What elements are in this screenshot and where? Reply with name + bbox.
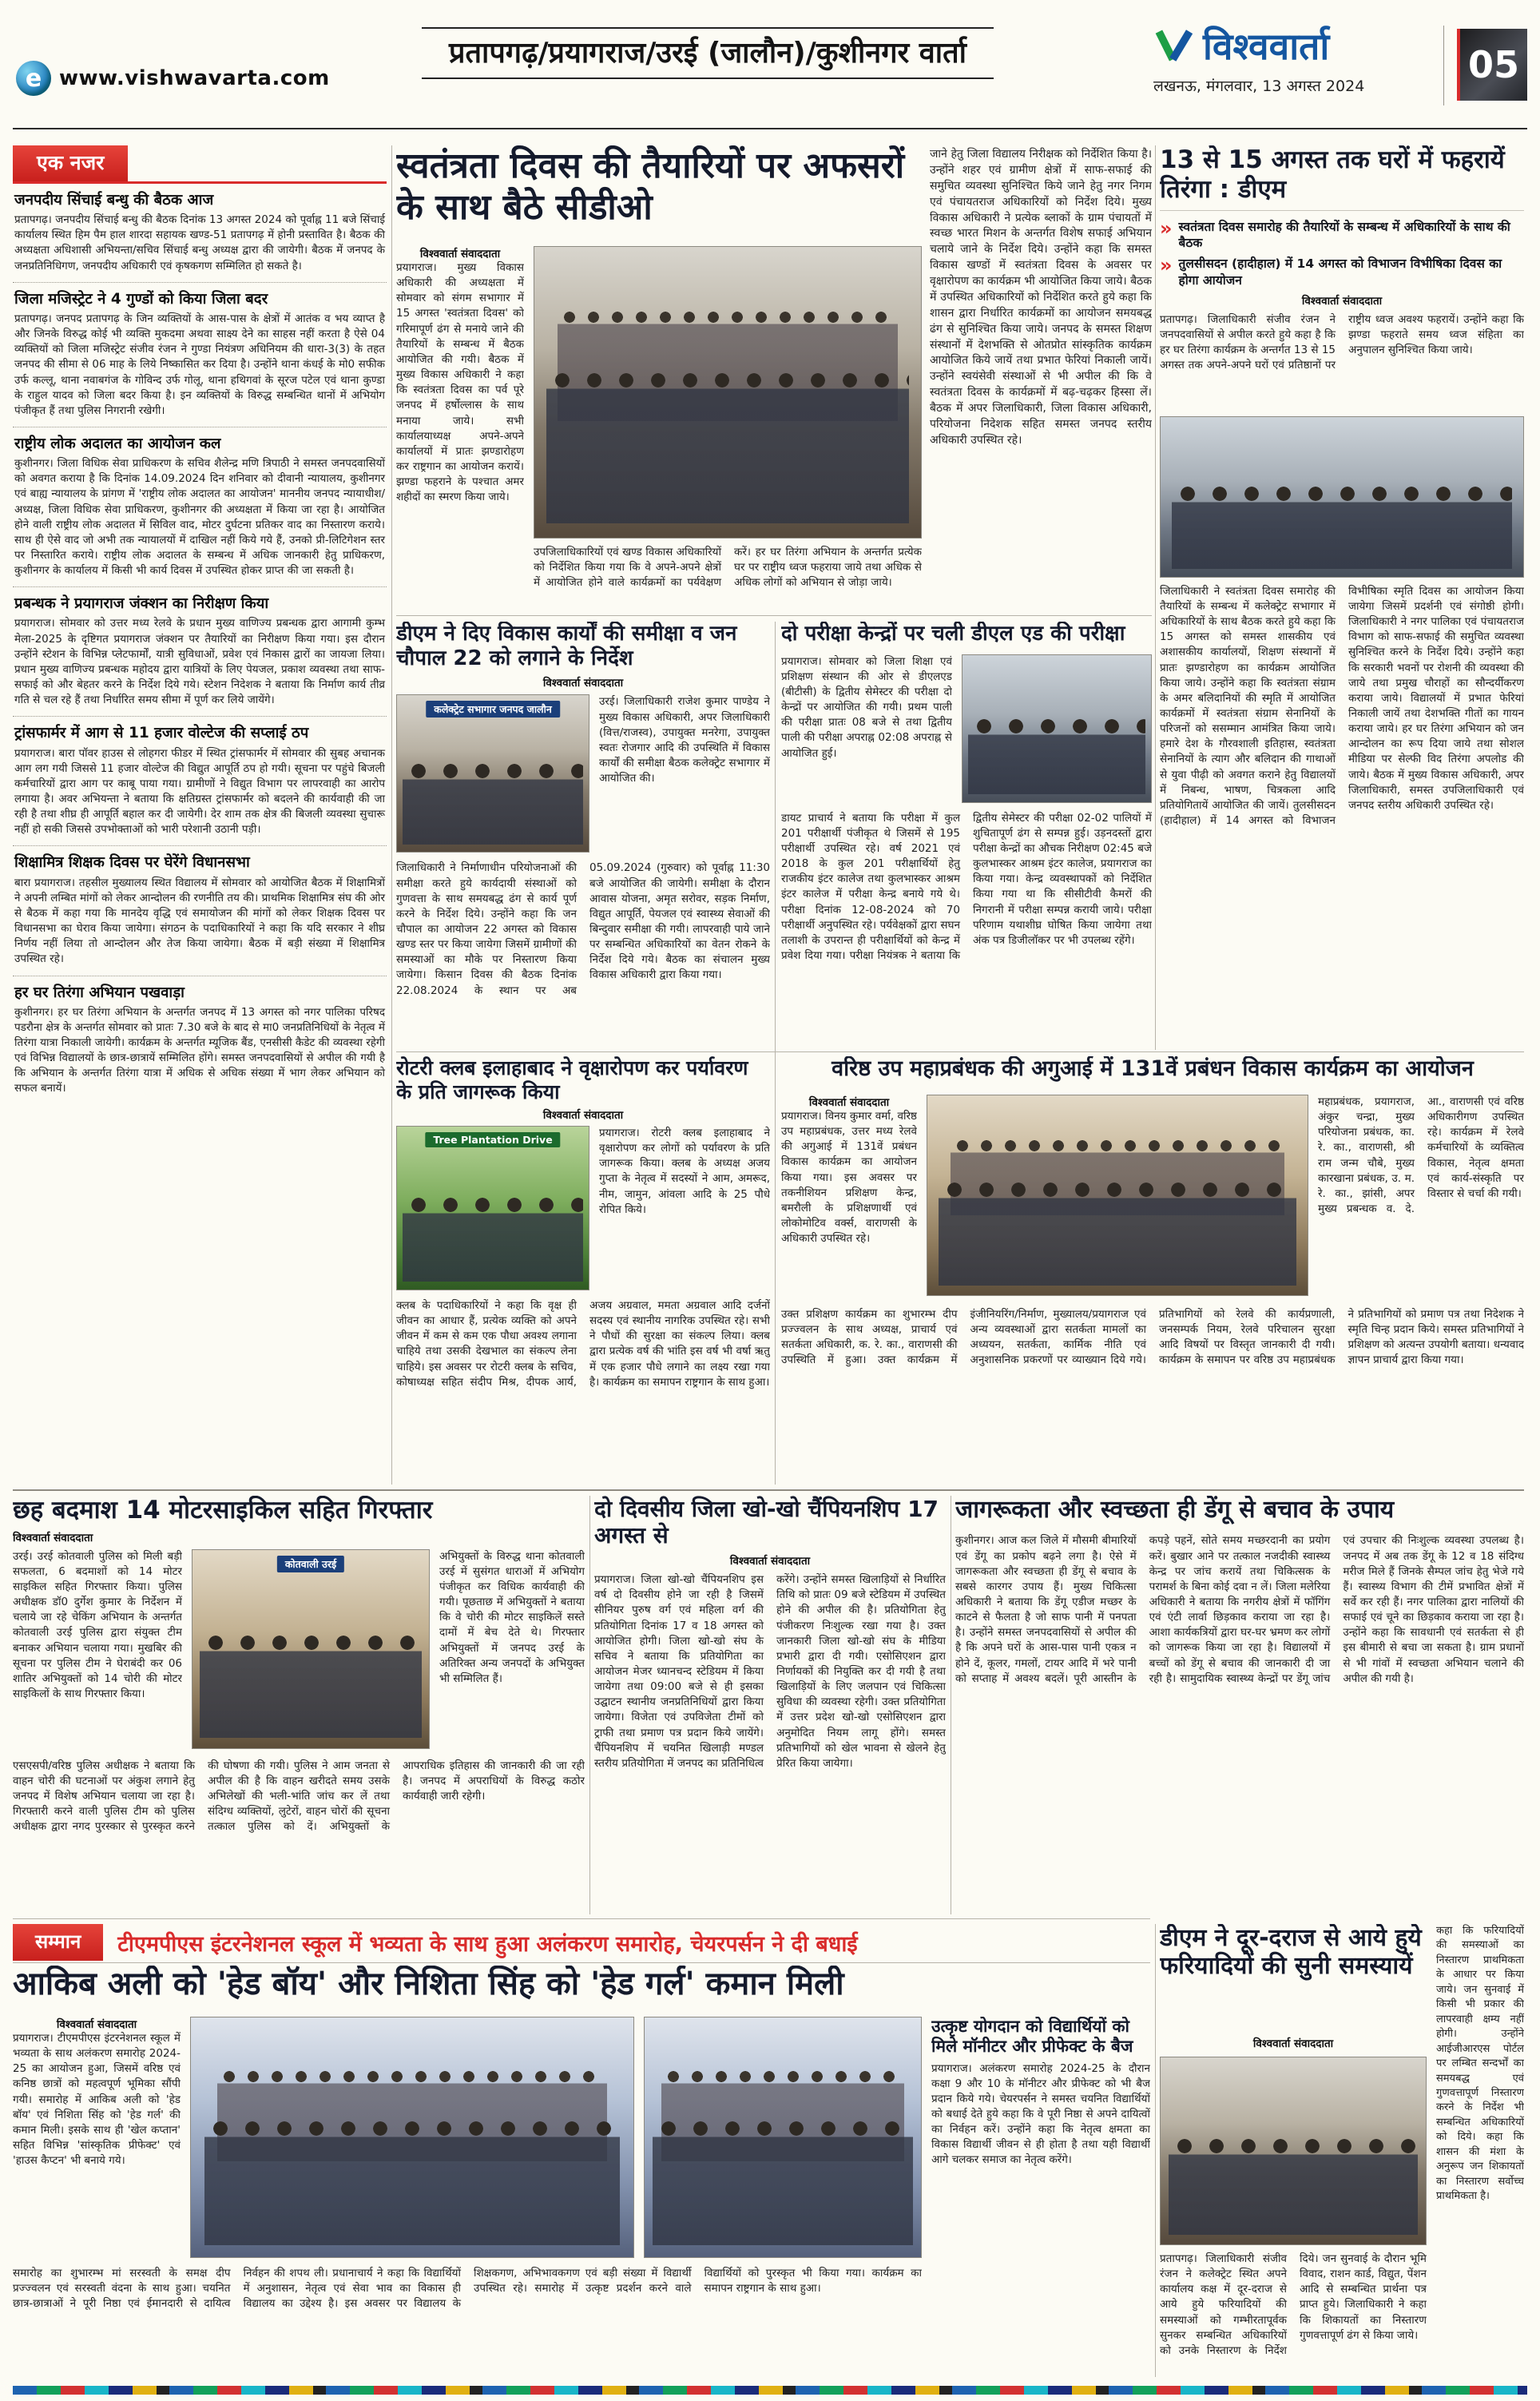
badmash-photo xyxy=(192,1549,430,1749)
brief-headline: हर घर तिरंगा अभियान पखवाड़ा xyxy=(14,984,185,1001)
page-number: 05 xyxy=(1457,29,1527,101)
prabandhan-left-col xyxy=(781,1095,917,1299)
bottom-color-strip xyxy=(13,2386,1527,2395)
article-text: एसएसपी/वरिष्ठ पुलिस अधीक्षक ने बताया कि वाहन चोरी की घटनाओं पर अंकुश लगाने हेतु जनपद में विशेष अभियान चलाया जा रहा है। गिरफ्तारी करने वाली पुलिस टीम को पुलिस अधीक्षक द्वारा नगद पुरस्कार से पुरस्कृत करने की घोषणा की गयी। पुलिस ने आम जनता से अपील की है कि वाहन खरीदते समय उसके अभिलेखों की भली-भांति जांच कर लें तथा संदिग्ध व्यक्तियों, लुटेरों, वाहन चोरों की सूचना तत्काल पुलिस को दें। अभियुक्तों के आपराधिक इतिहास की जानकारी की जा रही है। जनपद में अपराधियों के विरुद्ध कठोर कार्यवाही जारी रहेगी। xyxy=(13,1759,585,1834)
article-lead xyxy=(396,145,1152,613)
bullet-item xyxy=(1160,256,1524,288)
byline: विश्ववार्ता संवाददाता xyxy=(808,1096,890,1109)
article-text: कुशीनगर। आज कल जिले में मौसमी बीमारियों एवं डेंगू का प्रकोप बढ़ने लगा है। ऐसे में जागरूकता और स्वच्छता ही डेंगू से बचाव के सबसे कारगर उपाय हैं। मुख्य चिकित्सा अधिकारी ने बताया कि डेंगू एडीज मच्छर के काटने से फैलता है जो साफ पानी में पनपता है। उन्होंने समस्त जनपदवासियों से अपील की है कि अपने घरों के आस-पास पानी एकत्र न होने दें, कूलर, गमलों, टायर आदि में भरे पानी को सप्ताह में अवश्य बदलें। पूरी आस्तीन के कपड़े पहनें, सोते समय मच्छरदानी का प्रयोग करें। बुखार आने पर तत्काल नजदीकी स्वास्थ्य केन्द्र पर जांच करायें तथा चिकित्सक के परामर्श के बिना कोई दवा न लें। जिला मलेरिया अधिकारी ने बताया कि नगरीय क्षेत्रों में फॉगिंग एवं एंटी लार्वा छिड़काव कराया जा रहा है। आशा कार्यकत्रियों द्वारा घर-घर भ्रमण कर लोगों को जागरूक किया जा रहा है। विद्यालयों में बच्चों को डेंगू से बचाव की जानकारी दी जा रही है। सामुदायिक स्वास्थ्य केन्द्रों पर डेंगू जांच एवं उपचार की निःशुल्क व्यवस्था उपलब्ध है। जनपद में अब तक डेंगू के 12 व 18 संदिग्ध मरीज मिले हैं जिनके सैम्पल जांच हेतु भेजे गये हैं। स्वास्थ्य विभाग की टीमें प्रभावित क्षेत्रों में सर्वे कर रही हैं। नगर पालिका द्वारा नालियों की सफाई एवं चूने का छिड़काव कराया जा रहा है। उन्होंने कहा कि सावधानी एवं सतर्कता से ही इस बीमारी से बचा जा सकता है। ग्राम प्रधानों से भी गांवों में स्वच्छता अभियान चलाने की अपील की गयी है। xyxy=(955,1534,1524,1685)
brief-body: बारा प्रयागराज। तहसील मुख्यालय स्थित विद्यालय में सोमवार को आयोजित बैठक में शिक्षामित्रों ने अपनी लम्बित मांगों को लेकर आन्दोलन की रणनीति तय की। प्राथमिक शिक्षामित्र संघ की ओर से बैठक में कहा गया कि मानदेय वृद्धि एवं समायोजन की मांगों को लेकर शिक्षक दिवस पर विधानसभा का घेराव किया जायेगा। संगठन के पदाधिकारियों ने कहा कि यदि सरकार ने शीघ्र निर्णय नहीं लिया तो आन्दोलन और तेज किया जायेगा। बैठक में बड़ी संख्या में शिक्षामित्र उपस्थित रहे। xyxy=(14,876,385,966)
dengue-headline: जागरूकता और स्वच्छता ही डेंगू से बचाव के उपाय xyxy=(955,1496,1395,1524)
masthead xyxy=(13,8,1527,129)
dm-vikas-top-row xyxy=(396,694,770,856)
divider xyxy=(13,1962,1150,1963)
samman-label: सम्मान xyxy=(13,1924,103,1961)
head-boy-photo-left xyxy=(190,2017,634,2258)
lead-body-right xyxy=(930,147,1152,610)
photo-sign-text: कलेक्ट्रेट सभागार जनपद जालौन xyxy=(426,701,560,718)
brief-headline: जनपदीय सिंचाई बन्धु की बैठक आज xyxy=(14,192,214,209)
dm-fariyad-photo xyxy=(1160,2057,1427,2245)
article-text: जिलाधिकारी ने स्वतंत्रता दिवस समारोह की तैयारियों के सम्बन्ध में कलेक्ट्रेट सभागार में अधिकारियों के साथ बैठक करते हुये कहा कि 15 अगस्त को समस्त शासकीय एवं अशासकीय कार्यालयों, शिक्षण संस्थानों में प्रातः झण्डारोहण का कार्यक्रम आयोजित किया जाये। उन्होंने कहा कि स्वतंत्रता संग्राम के अमर बलिदानियों की स्मृति में आयोजित कार्यक्रमों में स्वतंत्रता संग्राम सेनानियों के परिजनों को ससम्मान आमंत्रित किया जाये। हमारे देश के गौरवशाली इतिहास, स्वतंत्रता सेनानियों के त्याग और बलिदान की गाथाओं से युवा पीढ़ी को अवगत कराने हेतु विद्यालयों में निबन्ध, भाषण, चित्रकला आदि प्रतियोगितायें आयोजित की जायें। तुलसीसदन (हादीहाल) में 14 अगस्त को विभाजन विभीषिका स्मृति दिवस का आयोजन किया जायेगा जिसमें प्रदर्शनी एवं संगोष्ठी होगी। जिलाधिकारी ने नगर पालिका एवं पंचायतराज विभाग को साफ-सफाई की समुचित व्यवस्था सुनिश्चित करने के निर्देश दिये। उन्होंने कहा कि सरकारी भवनों पर रोशनी की व्यवस्था की जाये तथा प्रमुख चौराहों का सौन्दर्यीकरण कराया जाये। विद्यालयों में प्रभात फेरियां निकाली जायें तथा देशभक्ति गीतों का गायन कराया जाये। हर घर तिरंगा अभियान को जन आन्दोलन का रूप दिया जाये तथा सोशल मीडिया पर सेल्फी विद तिरंगा अपलोड की जाये। बैठक में मुख्य विकास अधिकारी, अपर जिलाधिकारी, समस्त उपजिलाधिकारी एवं जनपद स्तरीय अधिकारी उपस्थित रहे। xyxy=(1160,584,1524,828)
divider xyxy=(396,615,1152,616)
dm-vikas-photo xyxy=(396,694,589,853)
divider xyxy=(391,145,392,1485)
edition-dateline: लखनऊ, मंगलवार, 13 अगस्त 2024 xyxy=(1153,78,1365,95)
photo-banner-text: Tree Plantation Drive xyxy=(425,1132,560,1147)
chevron-right-icon: » xyxy=(1160,217,1173,240)
article-text: प्रयागराज। सोमवार को जिला शिक्षा एवं प्रशिक्षण संस्थान की ओर से डीएलएड (बीटीसी) के द्वितीय सेमेस्टर की परीक्षा दो केन्द्रों पर आयोजित की गयी। प्रथम पाली की परीक्षा प्रातः 08 बजे से तथा द्वितीय पाली की परीक्षा अपराह्न 02:08 अपराह्न से आयोजित हुई। xyxy=(781,654,952,760)
head-boy-headline: आकिब अली को 'हेड बॉय' और निशिता सिंह को 'हेड गर्ल' कमान मिली xyxy=(13,1966,844,2002)
lead-photo xyxy=(534,246,922,539)
list-item xyxy=(13,427,387,587)
brief-headline: प्रबन्धक ने प्रयागराज जंक्शन का निरीक्षण किया xyxy=(14,595,269,613)
list-item xyxy=(13,717,387,846)
lead-body-left xyxy=(396,246,524,610)
divider xyxy=(396,1051,1524,1052)
article-dl-ed xyxy=(781,622,1152,1048)
article-text: कहा कि फरियादियों की समस्याओं का निस्तारण प्राथमिकता के आधार पर किया जाये। जन सुनवाई में किसी भी प्रकार की लापरवाही क्षम्य नहीं होगी। उन्होंने आईजीआरएस पोर्टल पर लम्बित सन्दर्भों का समयबद्ध एवं गुणवत्तापूर्ण निस्तारण करने के निर्देश भी सम्बन्धित अधिकारियों को दिये। कहा कि शासन की मंशा के अनुरूप जन शिकायतों का निस्तारण सर्वोच्च प्राथमिकता है। xyxy=(1436,1925,1524,2203)
article-text: प्रयागराज। अलंकरण समारोह 2024-25 के दौरान कक्षा 9 और 10 के मॉनीटर और प्रीफेक्ट को भी बैज प्रदान किये गये। चेयरपर्सन ने समस्त चयनित विद्यार्थियों को बधाई देते हुये कहा कि वे पूरी निष्ठा से अपने दायित्वों का निर्वहन करें। उन्होंने कहा कि नेतृत्व क्षमता का विकास विद्यार्थी जीवन से ही होता है तथा यही विद्यार्थी आगे चलकर समाज का नेतृत्व करेंगे। xyxy=(931,2061,1150,2167)
divider xyxy=(13,1489,1524,1491)
byline: विश्ववार्ता संवाददाता xyxy=(729,1555,811,1568)
region-line: प्रतापगढ़/प्रयागराज/उरई (जालौन)/कुशीनगर वार्ता xyxy=(422,27,994,79)
article-text: क्लब के पदाधिकारियों ने कहा कि वृक्ष ही जीवन का आधार हैं, प्रत्येक व्यक्ति को अपने जीवन में कम से कम एक पौधा अवश्य लगाना चाहिये तथा उसकी देखभाल का संकल्प लेना चाहिये। इस अवसर पर रोटरी क्लब के सचिव, कोषाध्यक्ष सहित संदीप मिश्र, दीपक आर्य, अजय अग्रवाल, ममता अग्रवाल आदि दर्जनों सदस्य एवं स्थानीय नागरिक उपस्थित रहे। सभी ने पौधों की सुरक्षा का संकल्प लिया। क्लब द्वारा प्रत्येक वर्ष की भांति इस वर्ष भी वर्षा ऋतु में एक हजार पौधे लगाने का लक्ष्य रखा गया है। कार्यक्रम का समापन राष्ट्रगान के साथ हुआ। xyxy=(396,1299,770,1389)
byline: विश्ववार्ता संवाददाता xyxy=(1301,294,1383,308)
article-text: उक्त प्रशिक्षण कार्यक्रम का शुभारम्भ दीप प्रज्ज्वलन के साथ अध्यक्ष, प्राचार्य एवं सतर्कता अधिकारी, क. रे. का., वाराणसी की उपस्थिति में हुआ। उक्त कार्यक्रम में इंजीनियरिंग/निर्माण, मुख्यालय/प्रयागराज एवं अन्य व्यवस्थाओं द्वारा सतर्कता मामलों का अध्ययन, सतर्कता, कार्मिक नीति एवं अनुशासनिक प्रकरणों पर व्याख्यान दिये गये। प्रतिभागियों को रेलवे की कार्यप्रणाली, जनसम्पर्क नियम, रेलवे परिचालन सुरक्षा आदि विषयों पर विस्तृत जानकारी दी गयी। कार्यक्रम के समापन पर वरिष्ठ उप महाप्रबंधक ने प्रतिभागियों को प्रमाण पत्र तथा निदेशक ने स्मृति चिन्ह प्रदान किये। समस्त प्रतिभागियों ने प्रशिक्षण को अत्यन्त उपयोगी बताया। धन्यवाद ज्ञापन प्राचार्य द्वारा किया गया। xyxy=(781,1308,1524,1367)
brief-body: प्रयागराज। सोमवार को उत्तर मध्य रेलवे के प्रधान मुख्य वाणिज्य प्रबन्धक द्वारा आगामी कुम्भ मेला-2025 के दृष्टिगत प्रयागराज जंक्शन पर तैयारियों का निरीक्षण किया गया। इस दौरान उन्होंने स्टेशन के विभिन्न प्लेटफार्मों, यात्री सुविधाओं, प्रवेश एवं निकास द्वारों का जायजा लिया। प्रधान मुख्य वाणिज्य प्रबन्धक महोदय द्वारा यात्रियों के लिए पेयजल, प्रकाश व्यवस्था तथा साफ-सफाई को और बेहतर करने के निर्देश दिये गये। स्टेशन निदेशक ने बताया कि निर्माण कार्य तीव्र गति से चल रहे हैं तथा निर्धारित समय सीमा में पूर्ण कर लिये जायेंगे। xyxy=(14,617,385,707)
head-boy-right-col xyxy=(931,2017,1150,2372)
brand-name: विश्ववार्ता xyxy=(1203,25,1330,68)
divider xyxy=(589,1496,590,1914)
article-text: प्रतापगढ़। जिलाधिकारी संजीव रंजन ने कलेक्ट्रेट स्थित अपने कार्यालय कक्ष में दूर-दराज से आये हुये फरियादियों की समस्याओं को गम्भीरतापूर्वक सुनकर सम्बन्धित अधिकारियों को उनके निस्तारण के निर्देश दिये। जन सुनवाई के दौरान भूमि विवाद, राशन कार्ड, विद्युत, पेंशन आदि से सम्बन्धित प्रार्थना पत्र प्राप्त हुये। जिलाधिकारी ने कहा कि शिकायतों का निस्तारण गुणवत्तापूर्ण ढंग से किया जाये। xyxy=(1160,2252,1427,2357)
divider xyxy=(13,1918,1150,1919)
list-item xyxy=(13,184,387,283)
list-item xyxy=(13,283,387,427)
byline: विश्ववार्ता संवाददाता xyxy=(56,2018,137,2031)
prabandhan-group-photo xyxy=(927,1095,1308,1296)
brief-body: कुशीनगर। हर घर तिरंगा अभियान के अन्तर्गत जनपद में 13 अगस्त को नगर पालिका परिषद पडरौना क्षेत्र के अन्तर्गत सोमवार को प्रातः 7.30 बजे के बाद से मा0 जनप्रतिनिधियों के नेतृत्व में तिरंगा यात्रा निकाली जायेगी। कार्यक्रम के अन्तर्गत म्यूजिक बैंड, एनसीसी कैडेट की व्यवस्था रहेगी एवं विभिन्न विद्यालयों के छात्र-छात्रायें सम्मिलित होंगे। समस्त जनपदवासियों से अपील की गयी है कि अभियान के अन्तर्गत तिरंगा यात्रा में अधिक से अधिक संख्या में भाग लेकर अभियान को सफल बनायें। xyxy=(14,1005,385,1095)
article-prabandhan xyxy=(781,1056,1524,1485)
badmash-headline: छह बदमाश 14 मोटरसाइकिल सहित गिरफ्तार xyxy=(13,1496,433,1524)
divider xyxy=(1155,145,1156,1050)
brief-headline: शिक्षामित्र शिक्षक दिवस पर घेरेंगे विधानसभा xyxy=(14,854,250,872)
list-item xyxy=(13,587,387,717)
prabandhan-headline: वरिष्ठ उप महाप्रबंधक की अगुआई में 131वें प्रबंधन विकास कार्यक्रम का आयोजन xyxy=(832,1056,1474,1081)
masthead-brand xyxy=(1153,21,1473,96)
divider xyxy=(1155,1924,1156,2377)
article-text: अभियुक्तों के विरुद्ध थाना कोतवाली उरई में सुसंगत धाराओं में अभियोग पंजीकृत कर विधिक कार्यवाही की गयी। पूछताछ में अभियुक्तों ने बताया कि वे चोरी की मोटर साइकिलें सस्ते दामों में बेच देते थे। गिरफ्तार अभियुक्तों में जनपद उरई के अतिरिक्त अन्य जनपदों के अभियुक्त भी सम्मिलित हैं। xyxy=(439,1549,585,1685)
byline: विश्ववार्ता संवाददाता xyxy=(419,248,501,260)
byline: विश्ववार्ता संवाददाता xyxy=(542,1109,624,1122)
divider xyxy=(775,622,776,1485)
rotary-photo xyxy=(396,1126,589,1290)
rotary-top-row xyxy=(396,1126,770,1294)
article-head-boy xyxy=(13,1966,1150,2377)
byline: विश्ववार्ता संवाददाता xyxy=(542,677,624,690)
ek-nazar-header xyxy=(13,145,387,184)
dm-vikas-headline: डीएम ने दिए विकास कार्यों की समीक्षा व जन चौपाल 22 को लगाने के निर्देश xyxy=(396,622,737,670)
dl-ed-top-row xyxy=(781,654,1152,806)
ek-nazar-column xyxy=(13,145,387,1485)
brand-logo-icon xyxy=(1153,28,1195,63)
brief-body: प्रतापगढ़। जनपद प्रतापगढ़ के जिन व्यक्तियों के आस-पास के क्षेत्रों में आतंक व भय व्याप्त है और जिनके विरुद्ध कोई भी व्यक्ति मुकदमा अथवा साक्ष्य देने का साहस नहीं करता है ऐसे 04 व्यक्तियों को जिला मजिस्ट्रेट संजीव रंजन ने गुण्डा नियंत्रण अधिनियम की धारा-3(3) के तहत जनपद की सीमा से 06 माह के लिये निष्कासित कर दिया है। उन्होंने थाना कंधई के मो0 सफीक उर्फ कल्लू, थाना नवाबगंज के गोविन्द उर्फ गोलू, थाना हथिगवां के सूरज पटेल एवं थाना कुण्डा के राहुल यादव को जिला बदर किया है। इन व्यक्तियों के विरुद्ध सम्बन्धित थानों में अभियोग पंजीकृत हैं तथा पुलिस निगरानी रखेगी। xyxy=(14,312,385,417)
article-text: जिलाधिकारी ने निर्माणाधीन परियोजनाओं की समीक्षा करते हुये कार्यदायी संस्थाओं को गुणवत्ता के साथ समयबद्ध ढंग से कार्य पूर्ण करने के निर्देश दिये। उन्होंने कहा कि जन चौपाल का आयोजन 22 अगस्त को विकास खण्ड स्तर पर किया जायेगा जिसमें ग्रामीणों की समस्याओं का मौके पर निस्तारण किया जायेगा। किसान दिवस की बैठक दिनांक 22.08.2024 के स्थान पर अब 05.09.2024 (गुरुवार) को पूर्वाह्न 11:30 बजे आयोजित की जायेगी। समीक्षा के दौरान आवास योजना, अमृत सरोवर, सड़क निर्माण, विद्युत आपूर्ति, पेयजल एवं स्वास्थ्य सेवाओं की बिन्दुवार समीक्षा की गयी। लापरवाही पाये जाने पर सम्बन्धित अधिकारियों का वेतन रोकने के निर्देश दिये गये। बैठक का संचालन मुख्य विकास अधिकारी द्वारा किया गया। xyxy=(396,861,770,997)
head-boy-photo-right xyxy=(644,2017,922,2258)
article-text: प्रयागराज। विनय कुमार वर्मा, वरिष्ठ उप महाप्रबंधक, उत्तर मध्य रेलवे की अगुआई में 131वें प्रबंधन विकास कार्यक्रम का आयोजन किया गया। इस अवसर पर तकनीशियन प्रशिक्षण केन्द्र, बमरौली के प्रशिक्षणार्थी एवं लोकोमोटिव वर्क्स, वाराणसी के अधिकारी उपस्थित रहे। xyxy=(781,1110,917,1246)
masthead-divider xyxy=(1443,26,1444,105)
brief-headline: ट्रांसफार्मर में आग से 11 हजार वोल्टेज की सप्लाई ठप xyxy=(14,725,309,742)
article-dm-vikas xyxy=(396,622,770,1048)
lead-body-bottom: उपजिलाधिकारियों एवं खण्ड विकास अधिकारियों को निर्देशित किया गया कि वे अपने-अपने क्षेत्रों में आयोजित होने वाले कार्यक्रमों का पर्यवेक्षण करें। हर घर तिरंगा अभियान के अन्तर्गत प्रत्येक घर पर राष्ट्रीय ध्वज फहराया जाये तथा अधिक से अधिक लोगों को अभियान से जोड़ा जाये। xyxy=(534,546,922,590)
dl-ed-photo xyxy=(962,654,1152,803)
lead-headline: स्वतंत्रता दिवस की तैयारियों पर अफसरों के साथ बैठे सीडीओ xyxy=(396,145,905,228)
byline: विश्ववार्ता संवाददाता xyxy=(1252,2037,1334,2050)
dl-ed-headline: दो परीक्षा केन्द्रों पर चली डीएल एड की परीक्षा xyxy=(781,622,1125,646)
article-text: प्रयागराज। रोटरी क्लब इलाहाबाद ने वृक्षारोपण कर लोगों को पर्यावरण के प्रति जागरूक किया। क्लब के अध्यक्ष अजय गुप्ता के नेतृत्व में सदस्यों ने आम, अमरूद, नीम, जामुन, आंवला आदि के 25 पौधे रोपित किये। xyxy=(599,1127,770,1216)
bullet-text: स्वतंत्रता दिवस समारोह की तैयारियों के सम्बन्ध में अधिकारियों के साथ की बैठक xyxy=(1178,220,1510,251)
brief-headline: राष्ट्रीय लोक अदालत का आयोजन कल xyxy=(14,435,221,452)
samman-banner xyxy=(13,1924,1150,1961)
kho-kho-headline: दो दिवसीय जिला खो-खो चैंपियनशिप 17 अगस्त से xyxy=(594,1496,939,1549)
tiranga-headline: 13 से 15 अगस्त तक घरों में फहरायें तिरंगा : डीएम xyxy=(1160,145,1505,204)
website-url[interactable]: www.vishwavarta.com xyxy=(59,66,330,90)
bullet-item xyxy=(1160,219,1524,251)
tiranga-photo xyxy=(1160,416,1524,578)
article-text: समारोह का शुभारम्भ मां सरस्वती के समक्ष दीप प्रज्ज्वलन एवं सरस्वती वंदना के साथ हुआ। चयनित छात्र-छात्राओं ने पूरी निष्ठा एवं ईमानदारी से दायित्व निर्वहन की शपथ ली। प्रधानाचार्य ने कहा कि विद्यार्थियों में अनुशासन, नेतृत्व एवं सेवा भाव का विकास ही विद्यालय का उद्देश्य है। इस अवसर पर विद्यालय के शिक्षकगण, अभिभावकगण एवं बड़ी संख्या में विद्यार्थी उपस्थित रहे। समारोह में उत्कृष्ट प्रदर्शन करने वाले विद्यार्थियों को पुरस्कृत भी किया गया। कार्यक्रम का समापन राष्ट्रगान के साथ हुआ। xyxy=(13,2267,922,2311)
article-rotary xyxy=(396,1056,770,1485)
bullet-list xyxy=(1160,210,1524,288)
bullet-text: तुलसीसदन (हादीहाल) में 14 अगस्त को विभाजन विभीषिका दिवस का होगा आयोजन xyxy=(1178,256,1502,288)
brief-headline: जिला मजिस्ट्रेट ने 4 गुण्डों को किया जिला बदर xyxy=(14,290,268,308)
globe-icon: e xyxy=(16,61,51,96)
article-dengue xyxy=(955,1496,1524,1914)
chevron-right-icon: » xyxy=(1160,254,1173,277)
list-item xyxy=(13,976,387,1105)
brief-body: कुशीनगर। जिला विधिक सेवा प्राधिकरण के सचिव शैलेन्द्र मणि त्रिपाठी ने समस्त जनपदवासियों को अवगत कराया है कि दिनांक 14.09.2024 दिन शनिवार को दीवानी न्यायालय, कुशीनगर एवं बाह्य न्यायालय के प्रांगण में 'राष्ट्रीय लोक अदालत का आयोजन' माननीय जनपद न्यायाधीश/अध्यक्ष, जिला विधिक सेवा प्राधिकरण, कुशीनगर की अध्यक्षता में किया जा रहा है। आयोजित होने वाली राष्ट्रीय लोक अदालत में सिविल वाद, मोटर दुर्घटना प्रतिकर वाद का निस्तारण कराये। साथ ही ऐसे वाद जो अभी तक न्यायालयों में दाखिल नहीं किये गये हैं, उनको प्री-लिटिगेशन स्तर पर निस्तारित कराये। राष्ट्रीय लोक अदालत के सम्बन्ध में अधिक जानकारी हेतु प्राधिकरण, कुशीनगर के कार्यालय में किसी भी कार्य दिवस में उपस्थित होकर प्राप्त की जा सकती है। xyxy=(14,457,385,578)
article-text: जाने हेतु जिला विद्यालय निरीक्षक को निर्देशित किया है। उन्होंने शहर एवं ग्रामीण क्षेत्रों में साफ-सफाई की समुचित व्यवस्था सुनिश्चित किये जाने हेतु नगर निगम एवं पंचायतराज अधिकारियों को निर्देश दिये। मुख्य विकास अधिकारी ने प्रत्येक ब्लाकों के ग्राम पंचायतों में स्वच्छ भारत मिशन के अन्तर्गत विशेष सफाई अभियान चलाये जाने के निर्देश दिये। उन्होंने कहा कि समस्त विकास खण्डों में स्वतंत्रता दिवस के अवसर पर वृक्षारोपण का कार्यक्रम भी आयोजित किया जाये। बैठक में उपस्थित अधिकारियों को निर्देशित करते हुये कहा कि शासन द्वारा निर्धारित कार्यक्रमों का आयोजन समयबद्ध ढंग से सुनिश्चित किया जाये। जनपद के समस्त शिक्षण संस्थानों में देशभक्ति से ओतप्रोत सांस्कृतिक कार्यक्रम आयोजित किये जायें तथा प्रभात फेरियां निकाली जायें। उन्होंने स्वयंसेवी संस्थाओं से भी अपील की कि वे स्वतंत्रता दिवस के कार्यक्रमों में बढ़-चढ़कर हिस्सा लें। बैठक में अपर जिलाधिकारी, जिला विकास अधिकारी, परियोजना निदेशक सहित समस्त जनपद स्तरीय अधिकारी उपस्थित रहे। xyxy=(930,148,1152,447)
article-kho-kho xyxy=(594,1496,946,1914)
article-text: उरई। जिलाधिकारी राजेश कुमार पाण्डेय ने मुख्य विकास अधिकारी, अपर जिलाधिकारी (वित्त/राजस्व), उपायुक्त मनरेगा, उपायुक्त स्वतः रोजगार आदि की उपस्थिति में विकास कार्यों की समीक्षा बैठक कलेक्ट्रेट सभागार में आयोजित की। xyxy=(599,695,770,785)
sub-headline: उत्कृष्ट योगदान को विद्यार्थियों को मिले मॉनीटर और प्रीफेक्ट के बैज xyxy=(931,2017,1133,2056)
brief-body: प्रतापगढ़। जनपदीय सिंचाई बन्धु की बैठक दिनांक 13 अगस्त 2024 को पूर्वाह्न 11 बजे सिंचाई कार्यालय स्थित हिम पैम हाल शारदा सहायक खण्ड-51 प्रतापगढ़ में होनी प्रस्तावित है। बैठक की अध्यक्षता अधिशासी अभियन्ता/सचिव सिंचाई बन्धु अध्यक्ष द्वारा की जायेगी। बैठक में जनपद के जनप्रतिनिधिगण, जनपदीय अधिकारी एवं कृषकगण सम्मिलित हो सकते है। xyxy=(14,213,385,272)
article-text: प्रतापगढ़। जिलाधिकारी संजीव रंजन ने जनपदवासियों से अपील करते हुये कहा है कि हर घर तिरंगा कार्यक्रम के अन्तर्गत 13 से 15 अगस्त तक अपने-अपने घरों एवं प्रतिष्ठानों पर राष्ट्रीय ध्वज अवश्य फहरायें। उन्होंने कहा कि झण्डा फहराते समय ध्वज संहिता का अनुपालन सुनिश्चित किया जाये। xyxy=(1160,312,1524,372)
article-text: प्रयागराज। टीएमपीएस इंटरनेशनल स्कूल में भव्यता के साथ अलंकरण समारोह 2024-25 का आयोजन हुआ, जिसमें वरिष्ठ एवं कनिष्ठ छात्रों को महत्वपूर्ण भूमिका सौंपी गयी। समारोह में आकिब अली को 'हेड बॉय' एवं निशिता सिंह को 'हेड गर्ल' की कमान मिली। इसके साथ ही 'खेल कप्तान' सहित विभिन्न 'सांस्कृतिक प्रीफेक्ट' एवं 'हाउस कैप्टन' भी बनाये गये। xyxy=(13,2032,181,2168)
article-badmash xyxy=(13,1496,585,1914)
photo-sign-text: कोतवाली उरई xyxy=(277,1556,344,1572)
brief-body: प्रयागराज। बारा पॉवर हाउस से लोहगरा फीडर में स्थित ट्रांसफार्मर में सोमवार की सुबह अचानक आग लग गयी जिससे 11 हजार वोल्टेज की विद्युत आपूर्ति ठप हो गयी। सूचना पर पहुंचे बिजली कर्मचारियों द्वारा आग पर काबू पाया गया। ग्रामीणों ने विद्युत विभाग पर लापरवाही का आरोप लगाया है। अवर अभियन्ता ने बताया कि क्षतिग्रस्त ट्रांसफार्मर को बदलने की कार्यवाही की जा रही है तथा शीघ्र ही आपूर्ति बहाल कर दी जायेगी। देर शाम तक क्षेत्र की बिजली व्यवस्था सुचारू नहीं हो सकी जिससे उपभोक्ताओं को भारी परेशानी उठानी पड़ी। xyxy=(14,746,385,837)
article-tiranga xyxy=(1160,145,1524,1050)
masthead-rule xyxy=(13,128,1527,129)
article-dm-fariyad xyxy=(1160,1924,1524,2377)
ek-nazar-title: एक नजर xyxy=(13,145,128,181)
rotary-headline: रोटरी क्लब इलाहाबाद ने वृक्षारोपण कर पर्यावरण के प्रति जागरूक किया xyxy=(396,1056,748,1103)
region-line-wrap xyxy=(276,27,1139,79)
article-text: उरई। उरई कोतवाली पुलिस को मिली बड़ी सफलता, 6 बदमाशों को 14 मोटर साइकिल सहित गिरफ्तार किया। पुलिस अधीक्षक डॉ0 दुर्गेश कुमार के निर्देशन में चलाये जा रहे चेकिंग अभियान के अन्तर्गत कोतवाली उरई पुलिस द्वारा संयुक्त टीम बनाकर अभियान चलाया गया। मुखबिर की सूचना पर पुलिस टीम ने घेराबंदी कर 06 शातिर अभियुक्तों को 14 चोरी की मोटर साइकिलों के साथ गिरफ्तार किया। xyxy=(13,1549,182,1700)
article-text: डायट प्राचार्य ने बताया कि परीक्षा में कुल 201 परीक्षार्थी पंजीकृत थे जिसमें से 195 परीक्षार्थी उपस्थित रहे। वर्ष 2021 एवं 2018 के कुल 201 परीक्षार्थियों हेतु राजकीय इंटर कालेज तथा कुलभास्कर आश्रम इंटर कालेज में परीक्षा केन्द्र बनाये गये थे। परीक्षा दिनांक 12-08-2024 को 70 परीक्षार्थी अनुपस्थित रहे। पर्यवेक्षकों द्वारा सघन तलाशी के उपरान्त ही परीक्षार्थियों को केन्द्र में प्रवेश दिया गया। परीक्षा नियंत्रक ने बताया कि द्वितीय सेमेस्टर की परीक्षा 02-02 पालियों में शुचितापूर्ण ढंग से सम्पन्न हुई। उड़नदस्तों द्वारा परीक्षा केन्द्रों का औचक निरीक्षण 02:45 बजे कुलभास्कर आश्रम इंटर कालेज, प्रयागराज का किया गया। केन्द्र व्यवस्थापकों को निर्देशित किया गया था कि सीसीटीवी कैमरों की निगरानी में परीक्षा सम्पन्न करायी जाये। परीक्षा परिणाम यथाशीघ्र घोषित किया जायेगा तथा अंक पत्र डिजीलॉकर पर भी उपलब्ध रहेंगे। xyxy=(781,811,1152,963)
article-text: प्रयागराज। जिला खो-खो चैंपियनशिप इस वर्ष दो दिवसीय होने जा रही है जिसमें सीनियर पुरुष वर्ग एवं महिला वर्ग की प्रतियोगिता दिनांक 17 व 18 अगस्त को आयोजित होगी। जिला खो-खो संघ के सचिव ने बताया कि प्रतियोगिता का आयोजन मेजर ध्यानचन्द स्टेडियम में किया जायेगा तथा 09:00 बजे से ही इसका उद्घाटन स्थानीय जनप्रतिनिधियों द्वारा किया जायेगा। विजेता एवं उपविजेता टीमों को ट्राफी तथा प्रमाण पत्र प्रदान किये जायेंगे। चैंपियनशिप में चयनित खिलाड़ी मण्डल स्तरीय प्रतियोगिता में जनपद का प्रतिनिधित्व करेंगे। उन्होंने समस्त खिलाड़ियों से निर्धारित तिथि को प्रातः 09 बजे स्टेडियम में उपस्थित होने की अपील की है। प्रतियोगिता हेतु पंजीकरण निःशुल्क रखा गया है। उक्त जानकारी जिला खो-खो संघ के मीडिया प्रभारी द्वारा दी गयी। एसोसिएशन द्वारा निर्णायकों की नियुक्ति कर दी गयी है तथा खिलाड़ियों के लिए जलपान एवं चिकित्सा सुविधा की व्यवस्था रहेगी। उक्त प्रतियोगिता में उत्तर प्रदेश खो-खो एसोसिएशन द्वारा अनुमोदित नियम लागू होंगे। समस्त प्रतिभागियों को खेल भावना से खेलने हेतु प्रेरित किया जायेगा। xyxy=(594,1573,946,1770)
badmash-top-row xyxy=(13,1549,585,1752)
samman-banner-text: टीएमपीएस इंटरनेशनल स्कूल में भव्यता के साथ हुआ अलंकरण समारोह, चेयरपर्सन ने दी बधाई xyxy=(117,1931,858,1957)
list-item xyxy=(13,846,387,976)
article-text: महाप्रबंधक, प्रयागराज, अंकुर चन्द्रा, मुख्य परियोजना प्रबंधक, का. रे. का., वाराणसी, श्री राम जन्म चौबे, मुख्य कारखाना प्रबंधक, उ. म. रे. का., झांसी, अपर मुख्य प्रबन्धक व. दे. आ., वाराणसी एवं वरिष्ठ अधिकारीगण उपस्थित रहे। कार्यक्रम में रेलवे कर्मचारियों के व्यक्तित्व विकास, नेतृत्व क्षमता एवं कार्य-संस्कृति पर विस्तार से चर्चा की गयी। xyxy=(1318,1095,1524,1216)
byline: विश्ववार्ता संवाददाता xyxy=(13,1531,93,1544)
dm-fariyad-headline: डीएम ने दूर-दराज से आये हुये फरियादियों की सुनी समस्यायें xyxy=(1160,1924,1422,1981)
article-text: प्रयागराज। मुख्य विकास अधिकारी की अध्यक्षता में सोमवार को संगम सभागार में 15 अगस्त 'स्वतंत्रता दिवस' को गरिमापूर्ण ढंग से मनाये जाने की तैयारियों के सम्बन्ध में बैठक आयोजित की गयी। बैठक में मुख्य विकास अधिकारी ने कहा कि स्वतंत्रता दिवस का पर्व पूरे जनपद में हर्षोल्लास के साथ मनाया जाये। सभी कार्यालयाध्यक्ष अपने-अपने कार्यालयों में प्रातः झण्डारोहण कर राष्ट्रगान का आयोजन करायें। झण्डा फहराने के पश्चात अमर शहीदों का स्मरण किया जाये। xyxy=(396,261,524,504)
